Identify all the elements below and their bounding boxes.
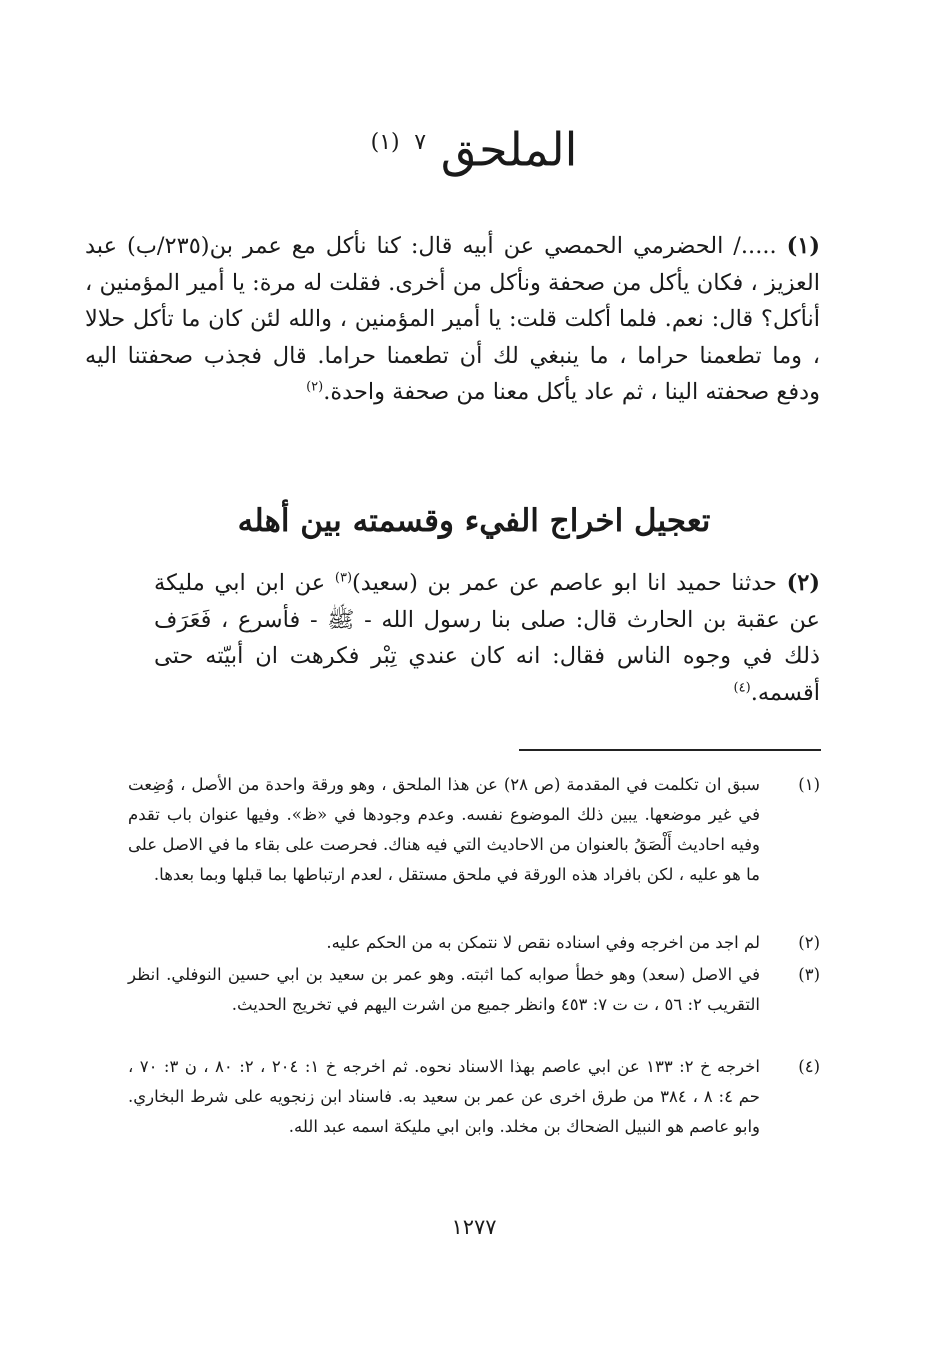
footnote-2-text: لم اجد من اخرجه وفي اسناده نقص لا نتمكن به من الحكم عليه. [326,933,760,952]
footnote-divider [519,749,821,751]
footnote-4-text: اخرجه خ ٢: ١٣٣ عن ابي عاصم بهذا الاسناد نحوه. ثم اخرجه خ ١: ٢٠٤ ، ٢: ٨٠ ، ن ٣: ٧٠ ، حم ٤: ٨ ، ٣٨٤ من طرق اخرى عن عمر بن سعيد به. فاسناد ابن زنجويه على شرط البخاري. وابو عاصم هو النبيل الضحاك بن مخلد. وابن ابي مليكة اسمه عبد الله. [128,1057,760,1136]
title-note-ref: (١) [370,130,400,155]
page-title [200,108,748,184]
title-mark: ٧ [414,130,427,155]
paragraph-2 [154,565,820,711]
paragraph-1 [85,228,820,411]
paragraph-1-number: (١) [786,233,821,259]
paragraph-1-text: ...../ الحضرمي الحمصي عن أبيه قال: كنا نأكل مع عمر بن(٢٣٥/ب) عبد العزيز ، فكان يأكل من صحفة ونأكل من أخرى. فقلت له مرة: يا أمير المؤمنين ، أنأكل؟ قال: نعم. فلما أكلت قلت: يا أمير المؤمنين ، والله لئن كان ما تأكل حلالا ، وما تطعمنا حراما ، ما ينبغي لك أن تطعمنا حراما. قال فجذب صحفتنا اليه ودفع صحفته الينا ، ثم عاد يأكل معنا من صحفة واحدة. [85,233,820,405]
footnote-1-number: (١) [798,775,820,794]
title-text: الملحق [440,122,578,177]
paragraph-2-number: (٢) [786,570,820,596]
footnote-1 [128,770,820,890]
paragraph-2-note-ref-b: (٤) [733,680,751,695]
page-number: ١٢٧٧ [451,1215,497,1239]
footnote-1-text: سبق ان تكلمت في المقدمة (ص ٢٨) عن هذا الملحق ، وهو ورقة واحدة من الأصل ، وُضِعت في غير موضعها. يبين ذلك الموضوع نفسه. وعدم وجودها في «ظ». وفيها عنوان باب تقدم وفيه احاديث أَلْصَقُ بالعنوان من الاحاديث التي فيه هناك. فحرصت على بقاء ما في الاصل على ما هو عليه ، لكن بافراد هذه الورقة في ملحق مستقل ، لعدم ارتباطها بما قبلها وبما بعدها. [128,775,760,884]
footnote-3-number: (٣) [798,965,820,984]
footnote-3 [128,960,820,1020]
footnote-4 [128,1052,820,1142]
section-heading: تعجيل اخراج الفيء وقسمته بين أهله [237,503,711,539]
footnote-2 [128,928,820,958]
paragraph-2-text-b: عن ابن ابي مليكة عن عقبة بن الحارث قال: صلى بنا رسول الله - ﷺ - فأسرع ، فَعَرَف ذلك في وجوه الناس فقال: انه كان عندي تِبْر فكرهت ان أبيّته حتى أقسمه. [154,570,820,706]
footnote-3-text: في الاصل (سعد) وهو خطأ صوابه كما اثبته. وهو عمر بن سعيد بن ابي حسين النوفلي. انظر التقريب ٢: ٥٦ ، ت ت ٧: ٤٥٣ وانظر جميع من اشرت اليهم في تخريج الحديث. [128,965,760,1014]
paragraph-2-text-a: حدثنا حميد انا ابو عاصم عن عمر بن (سعيد) [352,570,777,596]
footnote-2-number: (٢) [798,933,820,952]
paragraph-2-note-ref-a: (٣) [334,570,353,586]
footnote-4-number: (٤) [798,1057,820,1076]
paragraph-1-note-ref: (٢) [306,379,324,395]
